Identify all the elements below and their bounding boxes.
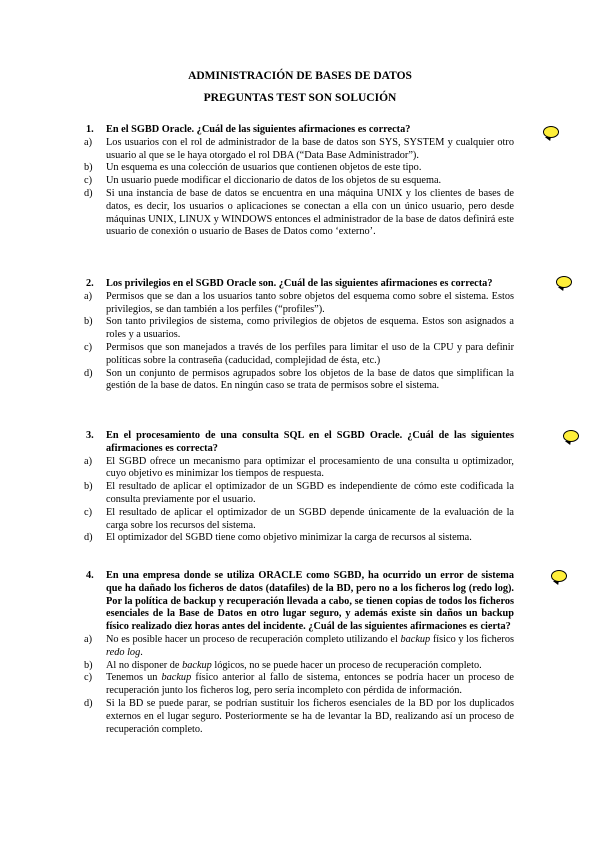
comment-note-icon[interactable]	[556, 276, 572, 288]
option-4d: d) Si la BD se puede parar, se podrían sustituir los ficheros esenciales de la BD por los duplicados externos en el lugar seguro. Posteriormente se ha de levantar la BD, realizando así un proceso de recuperación completo.	[84, 697, 514, 735]
option-3d: d) El optimizador del SGBD tiene como objetivo minimizar la carga de recursos al sistema.	[84, 532, 472, 544]
option-3a: a) El SGBD ofrece un mecanismo para optimizar el procesamiento de una consulta u optimizador, cuyo objetivo es minimizar los tiempos de respuesta.	[84, 455, 514, 480]
question-number: 1.	[86, 124, 94, 135]
question-2	[84, 278, 514, 393]
option-2c: c) Permisos que son manejados a través de los perfiles para limitar el uso de la CPU y para definir políticas sobre la contraseña (caducidad, complejidad de ésta, etc.)	[84, 341, 514, 366]
question-3-text: 3. En el procesamiento de una consulta SQL en el SGBD Oracle. ¿Cuál de las siguientes afirmaciones es correcta?	[86, 430, 514, 454]
option-3b: b) El resultado de aplicar el optimizador de un SGBD es independiente de cómo este codificada la consulta previamente por el usuario.	[84, 481, 514, 505]
question-4-text: 4. En una empresa donde se utiliza ORACLE como SGBD, ha ocurrido un error de sistema que ha dañado los ficheros de datos (datafiles) de la BD, pero no a los ficheros log (redo log). Por la política de backup y recuperación llevada a cabo, se tienen copias de todos los ficheros esenciales de la Base de Datos en otro lugar seguro, y además existe sin daños un backup físico realizado diez horas antes del incidente. ¿Cuál de las siguientes afirmaciones es cierta?	[86, 570, 514, 633]
question-number: 3.	[86, 430, 94, 441]
option-1a: a) Los usuarios con el rol de administrador de la base de datos son SYS, SYSTEM y cualquier otro usuario al que se le haya otorgado el rol DBA (“Data Base Administrador”).	[84, 136, 514, 161]
option-4a: a) No es posible hacer un proceso de recuperación completo utilizando el backup físico y los ficheros redo log.	[84, 633, 514, 658]
question-3	[84, 430, 514, 545]
question-2-text: 2. Los privilegios en el SGBD Oracle son. ¿Cuál de las siguientes afirmaciones es correcta?	[86, 278, 493, 289]
option-3c: c) El resultado de aplicar el optimizador de un SGBD depende únicamente de la evaluación de la carga sobre los recursos del sistema.	[84, 506, 514, 531]
document-title: ADMINISTRACIÓN DE BASES DE DATOS	[188, 70, 412, 82]
option-2a: a) Permisos que se dan a los usuarios tanto sobre objetos del esquema como sobre el sistema. Estos privilegios, se dan también a los perfiles (“profiles”).	[84, 290, 514, 315]
option-1d: d) Si una instancia de base de datos se encuentra en una máquina UNIX y los clientes de bases de datos, es decir, los usuarios o aplicaciones se conectan a ella con un único usuario, pero desde máquinas UNIX, LINUX y WINDOWS entonces el administrador de la base de datos definirá este usuario de conexión o usuario de Bases de Datos como ‘externo’.	[84, 187, 514, 238]
option-4b: b) Al no disponer de backup lógicos, no se puede hacer un proceso de recuperación completo.	[84, 659, 482, 671]
question-number: 4.	[86, 570, 94, 581]
comment-note-icon[interactable]	[563, 430, 579, 442]
document-subtitle: PREGUNTAS TEST SON SOLUCIÓN	[203, 92, 397, 104]
question-number: 2.	[86, 278, 94, 289]
option-2b: b) Son tanto privilegios de sistema, como privilegios de objetos de esquema. Estos son asignados a roles y a usuarios.	[84, 316, 514, 341]
option-2d: d) Son un conjunto de permisos agrupados sobre los objetos de la base de datos que simplifican la gestión de la base de datos. En ningún caso se trata de permisos sobre el sistema.	[84, 367, 514, 392]
comment-note-icon[interactable]	[551, 570, 567, 582]
question-1-text: 1. En el SGBD Oracle. ¿Cuál de las siguientes afirmaciones es correcta?	[86, 124, 411, 135]
option-1c: c) Un usuario puede modificar el diccionario de datos de los objetos de su esquema.	[84, 175, 442, 187]
comment-note-icon[interactable]	[543, 126, 559, 138]
question-1	[84, 124, 514, 239]
option-4c: c) Tenemos un backup físico anterior al fallo de sistema, entonces se podría hacer un proceso de recuperación junto los ficheros log, pero sería incompleto con pérdida de información.	[84, 672, 514, 697]
question-4	[84, 570, 514, 736]
option-1b: b) Un esquema es una colección de usuarios que contienen objetos de este tipo.	[84, 162, 422, 174]
